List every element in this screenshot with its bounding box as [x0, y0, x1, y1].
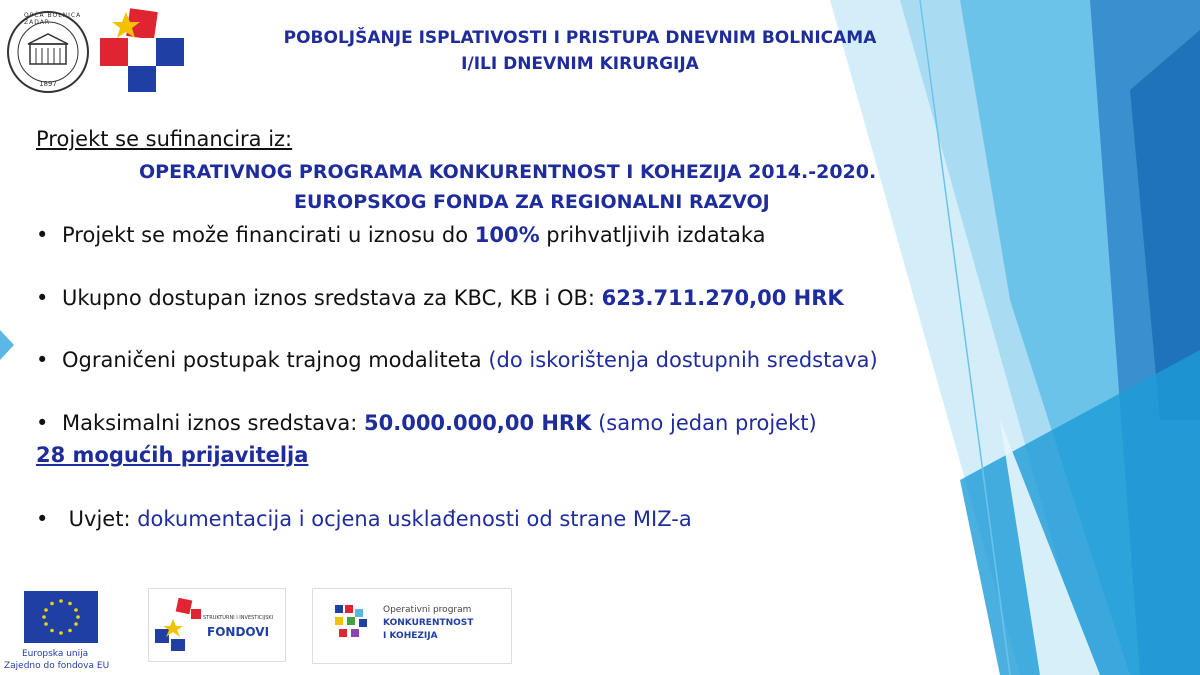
bullet-3-note: (do iskorištenja dostupnih sredstava)	[488, 348, 878, 372]
bullet-1-text: Projekt se može financirati u iznosu do	[62, 223, 475, 247]
eu-logo	[0, 585, 130, 675]
bullet-4-note: (samo jedan projekt)	[591, 411, 817, 435]
op-logo	[312, 588, 512, 664]
bullet-4	[36, 411, 817, 435]
fondovi-small-text: STRUKTURNI I INVESTICIJSKI	[203, 615, 274, 621]
title-line-1: POBOLJŠANJE ISPLATIVOSTI I PRISTUPA DNEVNIM BOLNICAMA	[283, 28, 877, 48]
bullet-dot: •	[36, 507, 49, 531]
bullet-5-text: Uvjet:	[62, 507, 138, 531]
bullet-2	[36, 286, 844, 310]
applicants-link[interactable]: 28 mogućih prijavitelja	[36, 443, 309, 467]
op-text-1: Operativni program	[383, 605, 472, 615]
eu-flag-icon	[24, 591, 98, 643]
op-text-3: I KOHEZIJA	[383, 631, 438, 641]
bullet-2-highlight: 623.711.270,00 HRK	[601, 286, 844, 310]
bullet-dot: •	[36, 348, 49, 372]
bullet-2-text: Ukupno dostupan iznos sredstava za KBC, KB i OB:	[62, 286, 602, 310]
seal-text: OPĆA BOLNICA ZADAR	[24, 12, 82, 26]
bullet-5-note: dokumentacija i ocjena usklađenosti od strane MIZ-a	[137, 507, 692, 531]
program-line-2: EUROPSKOG FONDA ZA REGIONALNI RAZVOJ	[294, 191, 770, 213]
program-line-1: OPERATIVNOG PROGRAMA KONKURENTNOST I KOHEZIJA 2014.-2020.	[139, 161, 877, 183]
bullet-4-text: Maksimalni iznos sredstava:	[62, 411, 364, 435]
fondovi-logo	[148, 588, 286, 662]
bullet-1-highlight: 100%	[474, 223, 540, 247]
bullet-dot: •	[36, 223, 49, 247]
bullet-3	[36, 348, 878, 372]
op-text-2: KONKURENTNOST	[383, 618, 474, 628]
bullet-1-after: prihvatljivih izdataka	[539, 223, 766, 247]
left-arrow-shape	[0, 330, 14, 360]
fondovi-big-text: FONDOVI	[207, 625, 270, 639]
seal-year: 1897	[39, 80, 57, 88]
eu-text-2: Zajedno do fondova EU	[4, 661, 110, 671]
bullet-dot: •	[36, 411, 49, 435]
eu-text-1: Europska unija	[22, 649, 89, 659]
subtitle: Projekt se sufinancira iz:	[36, 127, 293, 151]
bullet-5	[36, 507, 692, 531]
hospital-seal-logo	[6, 10, 90, 94]
bullet-dot: •	[36, 286, 49, 310]
cross-logo	[98, 8, 188, 94]
bullet-3-text: Ograničeni postupak trajnog modaliteta	[62, 348, 489, 372]
bullet-4-highlight: 50.000.000,00 HRK	[364, 411, 592, 435]
title-line-2: I/ILI DNEVNIM KIRURGIJA	[461, 54, 699, 74]
bullet-1	[36, 223, 766, 247]
